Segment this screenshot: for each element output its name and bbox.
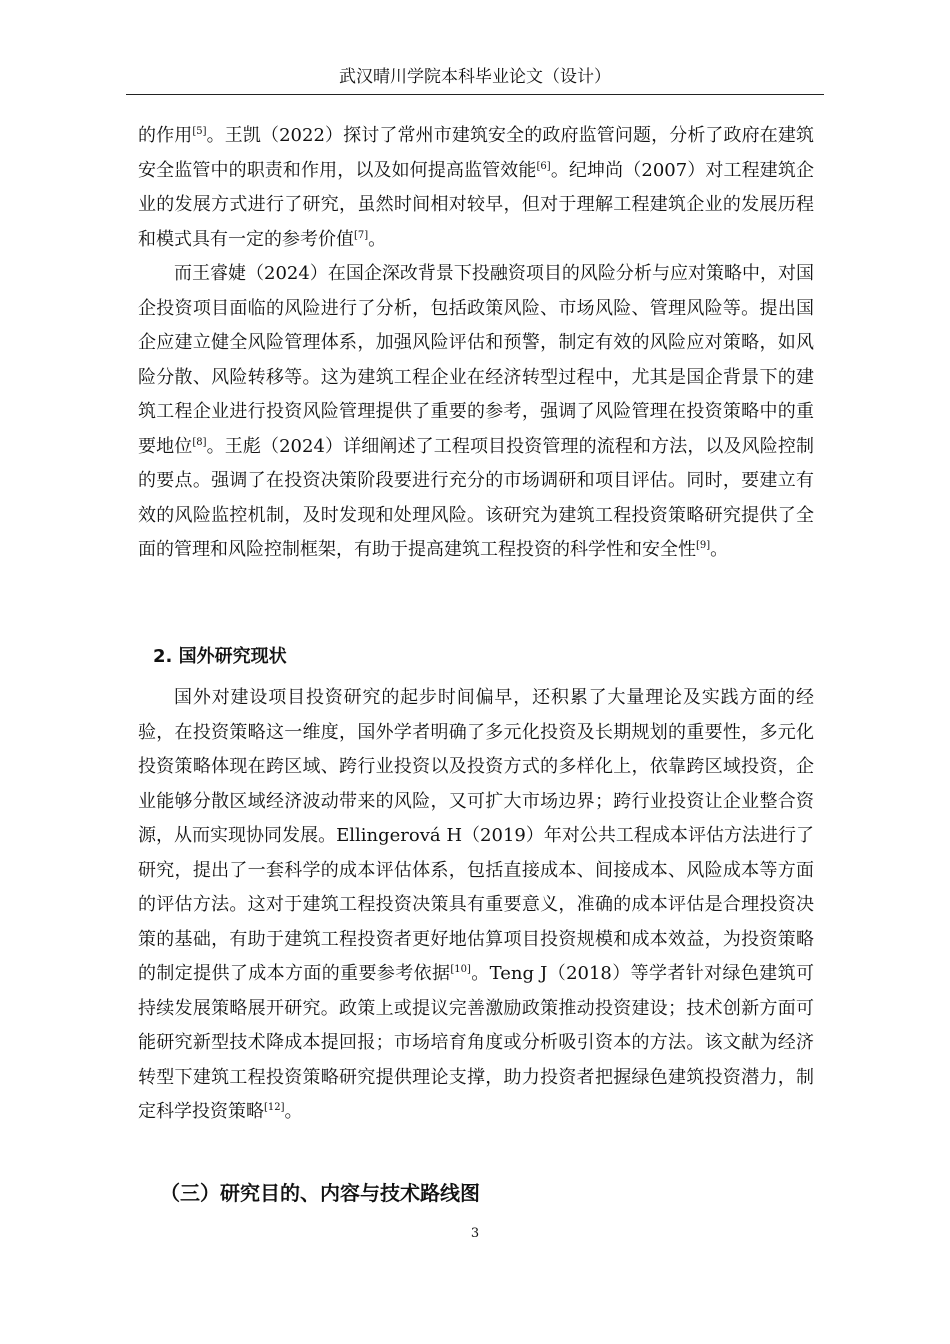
text-run: 。 — [368, 228, 387, 250]
citation: [6] — [536, 160, 551, 172]
text-run: 国外对建设项目投资研究的起步时间偏早，还积累了大量理论及实践方面的经验，在投资策略这一维度，国外学者明确了多元化投资及长期规划的重要性，多元化投资策略体现在跨区域、跨行业投资以及投资方式的多样化上，依靠跨区域投资，企业能够分散区域经济波动带来的风险，又可扩大市场边界；跨行业投资让企业整合资源，从而实现协同发展。Ellingerová H（2019）年对公共工程成本评估方法进行了研究，提出了一套科学的成本评估体系，包括直接成本、间接成本、风险成本等方面的评估方法。这对于建筑工程投资决策具有重要意义，准确的成本评估是合理投资决策的基础，有助于建筑工程投资者更好地估算项目投资规模和成本效益，为投资策略的制定提供了成本方面的重要参考依据 — [138, 687, 814, 984]
text-run: 。王凯（2022）探讨了常州市建筑安全的政府监管问题，分析了政府在建筑安全监管中的职责和作用，以及如何提高监管效能 — [138, 125, 815, 181]
section-heading-3: （三）研究目的、内容与技术路线图 — [160, 1181, 480, 1205]
citation: [12] — [264, 1102, 285, 1113]
text-run: 而王睿婕（2024）在国企深改背景下投融资项目的风险分析与应对策略中，对国企投资项目面临的风险进行了分析，包括政策风险、市场风险、管理风险等。提出国企应建立健全风险管理体系，加强风险评估和预警，制定有效的风险应对策略，如风险分散、风险转移等。这为建筑工程企业在经济转型过程中，尤其是国企背景下的建筑工程企业进行投资风险管理提供了重要的参考，强调了风险管理在投资策略中的重要地位 — [138, 263, 814, 457]
paragraph-block-2 — [138, 681, 814, 1130]
text-run: 。王彪（2024）详细阐述了工程项目投资管理的流程和方法，以及风险控制的要点。强调了在投资决策阶段要进行充分的市场调研和项目评估。同时，要建立有效的风险监控机制，及时发现和处理风险。该研究为建筑工程投资策略研究提供了全面的管理和风险控制框架，有助于提高建筑工程投资的科学性和安全性 — [138, 435, 815, 560]
paragraph — [138, 681, 814, 1130]
text-run: 。纪坤尚（2007）对工程建筑企业的发展方式进行了研究，虽然时间相对较早，但对于理解工程建筑企业的发展历程和模式具有一定的参考价值 — [138, 159, 815, 250]
text-run: 。Teng J（2018）等学者针对绿色建筑可持续发展策略展开研究。政策上或提议完善激励政策推动投资建设；技术创新方面可能研究新型技术降成本提回报；市场培育角度或分析吸引资本的方法。该文献为经济转型下建筑工程投资策略研究提供理论支撑，助力投资者把握绿色建筑投资潜力，制定科学投资策略 — [138, 963, 814, 1122]
text-run: 。 — [284, 1101, 303, 1122]
section-heading-foreign-research: 2. 国外研究现状 — [153, 646, 287, 667]
paragraph — [138, 257, 814, 568]
citation: [10] — [450, 964, 471, 975]
paragraph — [138, 119, 814, 257]
citation: [5] — [192, 126, 207, 137]
text-run: 的作用 — [138, 125, 193, 146]
page-number: 3 — [470, 1226, 480, 1241]
citation: [8] — [192, 436, 207, 448]
paragraph-block-1 — [138, 119, 814, 568]
text-run: 。 — [710, 539, 729, 560]
citation: [9] — [696, 540, 711, 551]
citation: [7] — [354, 229, 369, 241]
page-header: 武汉晴川学院本科毕业论文（设计） — [126, 60, 824, 95]
